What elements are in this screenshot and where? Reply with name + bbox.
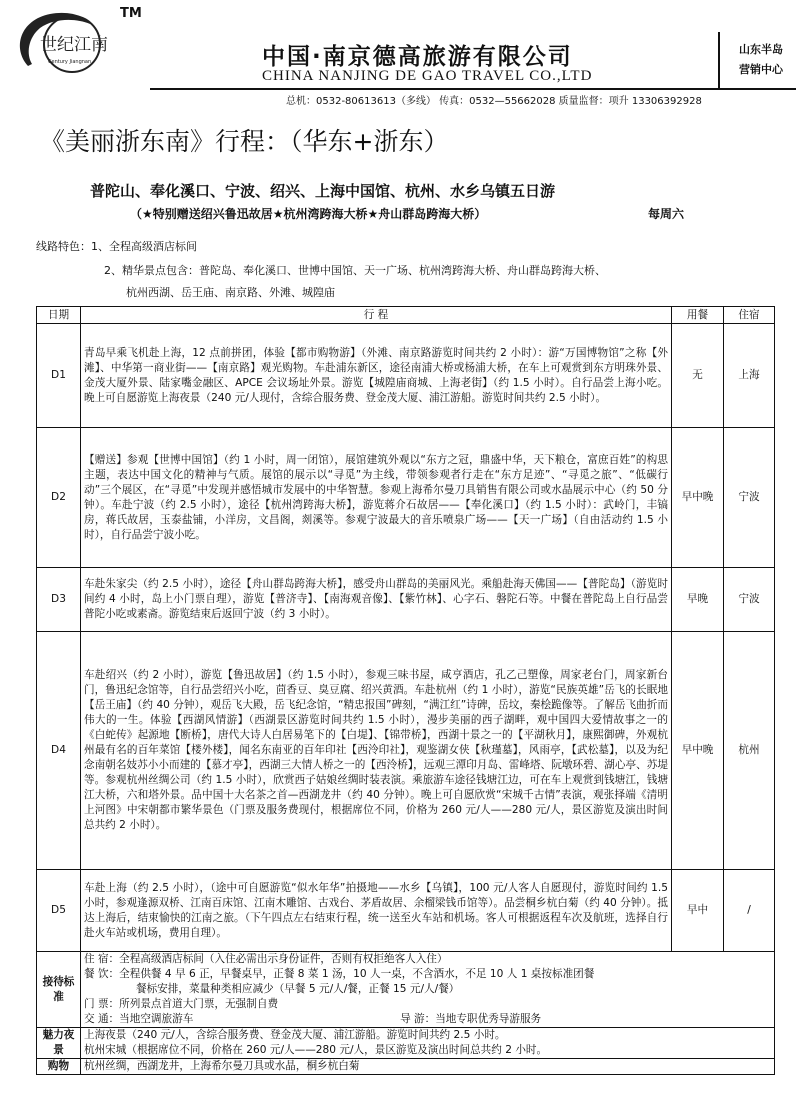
page-title: 《美丽浙东南》行程：（华东+浙东） — [40, 127, 449, 156]
header-rule — [150, 88, 796, 90]
day-stay: / — [724, 870, 775, 952]
reception-meals: 餐 饮：全程供餐 4 早 6 正，早餐桌早，正餐 8 菜 1 汤，10 人一桌，不含酒水，不足 10 人 1 桌按标准团餐 — [84, 968, 595, 980]
logo-subtext: Century Jiangnan — [48, 59, 92, 65]
day-meals: 早中 — [672, 870, 724, 952]
contact-info: 总机：0532-80613613（多线） 传真：0532—55662028 质量监督：项升 13306392928 — [286, 96, 702, 107]
day-description: 车赴上海（约 2.5 小时），（途中可自愿游览“似水年华”拍摄地——水乡【乌镇】，100 元/人客人自愿现付，游览时间约 1.5 小时，参观逢源双桥、江南百床馆、江南木雕馆、古戏台、茅盾故居、余榴梁钱币馆等）。品尝桐乡杭白菊（约 40 分钟）。抵达上海后，结束愉快的江南之旅。（下午四点左右结束行程，统一送至火车站和机场。客人可根据返程车次及航班，选择自行赴火车站或机场，费用自理）。 — [81, 870, 672, 952]
day-description: 车赴绍兴（约 2 小时），游览【鲁迅故居】（约 1.5 小时），参观三味书屋，咸亨酒店，孔乙己塑像，周家老台门，周家新台门，鲁迅纪念馆等，自行品尝绍兴小吃，茴香豆、臭豆腐、绍兴黄酒。车赴杭州（约 1 小时），游览“民族英雄”岳飞的长眠地【岳王庙】（约 40 分钟），观岳飞大殿，岳飞纪念馆，“精忠报国”碑刻，“满江红”诗碑，岳坟，秦桧跪像等。了解岳飞曲折而伟大的一生。体验【西湖风情游】（西湖景区游览时间共约 1.5 小时），漫步美丽的西子湖畔，观中国四大爱情故事之一的《白蛇传》起源地【断桥】，唐代大诗人白居易笔下的【白堤】、【锦带桥】，西湖十景之一的【平湖秋月】，康熙御碑，外观杭州最有名的百年菜馆【楼外楼】，闻名东南亚的百年印社【西泠印社】，观鉴湖女侠【秋瑾墓】，风雨亭，【武松墓】，以及为纪念南朝名妓苏小小而建的【慕才亭】，西湖三大情人桥之一的【西泠桥】，远观三潭印月岛、雷峰塔、阮墩环碧、湖心亭、苏堤等。参观杭州丝绸公司（约 1.5 小时），欣赏西子姑娘丝绸时装表演。乘旅游车途径钱塘江边，可在车上观赏到钱塘江，钱塘江大桥，六和塔外景。品中国十大名茶之首—西湖龙井（约 40 分钟）。晚上可自愿欣赏“宋城千古情”表演，观张择端《清明上河图》中宋朝都市繁华景色（门票及服务费现付，根据席位不同，价格为 260 元/人——280 元/人，景区游览及演出时间总共约 2 小时）。 — [81, 632, 672, 870]
day-label: D3 — [37, 568, 81, 632]
night-label: 魅力夜景 — [37, 1028, 81, 1059]
trademark-mark: TM — [120, 6, 142, 21]
region-line2: 营销中心 — [739, 63, 783, 76]
day-label: D2 — [37, 428, 81, 568]
reception-label: 接待标准 — [37, 952, 81, 1028]
day-label: D5 — [37, 870, 81, 952]
night-hangzhou: 杭州宋城（根据席位不同，价格在 260 元/人——280 元/人，景区游览及演出时间总共约 2 小时。 — [84, 1044, 548, 1056]
reception-lodging: 住 宿：全程高级酒店标间（入住必需出示身份证件，否则有权拒绝客人入住） — [84, 953, 448, 965]
itinerary-table — [36, 306, 775, 1075]
day-stay: 宁波 — [724, 568, 775, 632]
reception-transport: 交 通：当地空调旅游车 — [84, 1013, 194, 1025]
reception-row — [37, 952, 775, 1028]
features-line2: 2、精华景点包含：普陀岛、奉化溪口、世博中国馆、天一广场、杭州湾跨海大桥、舟山群岛跨海大桥、 — [104, 264, 606, 277]
departure-schedule: 每周六 — [648, 207, 685, 221]
table-row — [37, 632, 775, 870]
day-description: 青岛早乘飞机赴上海，12 点前拼团，体验【都市购物游】（外滩、南京路游览时间共约 2 小时）：游“万国博物馆”之称【外滩】、中华第一商业街——【南京路】观光购物。车赴浦东新区，途径南浦大桥或杨浦大桥，在车上可观赏到东方明珠外景、金茂大厦外景、陆家嘴金融区、APCE 会议场址外景。游览【城隍庙商城、上海老街】（约 1.5 小时）。自行品尝上海小吃。晚上可自愿游览上海夜景（240 元/人现付，含综合服务费、登金茂大厦、浦江游船。游览时间共约 2.5 小时）。 — [81, 324, 672, 428]
reception-details — [81, 952, 775, 1028]
letterhead — [0, 0, 800, 107]
table-header-row — [37, 307, 775, 324]
header-itinerary: 行 程 — [81, 307, 672, 324]
day-description: 车赴朱家尖（约 2.5 小时），途径【舟山群岛跨海大桥】，感受舟山群岛的美丽风光。乘船赴海天佛国——【普陀岛】（游览时间约 4 小时，岛上小门票自理），游览【普济寺】、【南海观音像】、【紫竹林】、心字石、磐陀石等。中餐在普陀岛上自行品尝普陀小吃或素斋。游览结束后返回宁波（约 3 小时）。 — [81, 568, 672, 632]
company-name-cn: 中国·南京德高旅游有限公司 — [262, 44, 573, 70]
logo-text: 世纪江南 — [40, 35, 108, 55]
day-stay: 宁波 — [724, 428, 775, 568]
region-label — [726, 40, 796, 80]
day-label: D1 — [37, 324, 81, 428]
day-meals: 早晚 — [672, 568, 724, 632]
night-row — [37, 1028, 775, 1059]
region-line1: 山东半岛 — [739, 43, 783, 56]
reception-meals-cont: 餐标安排，菜量种类相应减少（早餐 5 元/人/餐，正餐 15 元/人/餐） — [136, 983, 460, 995]
shopping-row — [37, 1059, 775, 1075]
reception-guide: 导 游：当地专职优秀导游服务 — [400, 1013, 542, 1025]
gift-note: （★特别赠送绍兴鲁迅故居★杭州湾跨海大桥★舟山群岛跨海大桥） — [130, 207, 487, 221]
day-label: D4 — [37, 632, 81, 870]
day-stay: 杭州 — [724, 632, 775, 870]
day-meals: 早中晚 — [672, 428, 724, 568]
table-row — [37, 324, 775, 428]
day-meals: 早中晚 — [672, 632, 724, 870]
company-logo — [10, 8, 120, 80]
header-stay: 住宿 — [724, 307, 775, 324]
table-row — [37, 568, 775, 632]
features-line3: 杭州西湖、岳王庙、南京路、外滩、城隍庙 — [126, 286, 335, 299]
features-line1: 线路特色：1、全程高级酒店标间 — [36, 240, 197, 253]
header-meals: 用餐 — [672, 307, 724, 324]
reception-transport-guide — [84, 1012, 771, 1027]
header-date: 日期 — [37, 307, 81, 324]
shopping-label: 购物 — [37, 1059, 81, 1075]
day-description: 【赠送】参观【世博中国馆】（约 1 小时，周一闭馆），展馆建筑外观以“东方之冠，鼎盛中华，天下粮仓，富庶百姓”的构思主题，表达中国文化的精神与气质。展馆的展示以“寻觅”为主线，带领参观者行走在“东方足迹”、“寻觅之旅”、“低碳行动”三个展区，在“寻觅”中发现并感悟城市发展中的中华智慧。参观上海希尔曼刀具销售有限公司或水晶展示中心（约 50 分钟）。车赴宁波（约 2.5 小时），途径【杭州湾跨海大桥】，游览蒋介石故居——【奉化溪口】（约 1.5 小时）：武岭门，丰镐房，蒋氏故居，玉泰盐铺，小洋房，文昌阁，剡溪等。参观宁波最大的音乐喷泉广场——【天一广场】（自由活动约 1.5 小时），自行品尝宁波小吃。 — [81, 428, 672, 568]
table-row — [37, 428, 775, 568]
company-name-en: CHINA NANJING DE GAO TRAVEL CO.,LTD — [262, 68, 593, 84]
day-meals: 无 — [672, 324, 724, 428]
day-stay: 上海 — [724, 324, 775, 428]
night-details — [81, 1028, 775, 1059]
night-shanghai: 上海夜景（240 元/人，含综合服务费、登金茂大厦、浦江游船。游览时间共约 2.5 小时。 — [84, 1029, 506, 1041]
tour-subtitle: 普陀山、奉化溪口、宁波、绍兴、上海中国馆、杭州、水乡乌镇五日游 — [90, 182, 556, 200]
header-divider — [718, 32, 720, 90]
table-row — [37, 870, 775, 952]
shopping-details: 杭州丝绸，西湖龙井，上海希尔曼刀具或水晶，桐乡杭白菊 — [81, 1059, 775, 1075]
reception-tickets: 门 票：所列景点首道大门票，无强制自费 — [84, 998, 279, 1010]
